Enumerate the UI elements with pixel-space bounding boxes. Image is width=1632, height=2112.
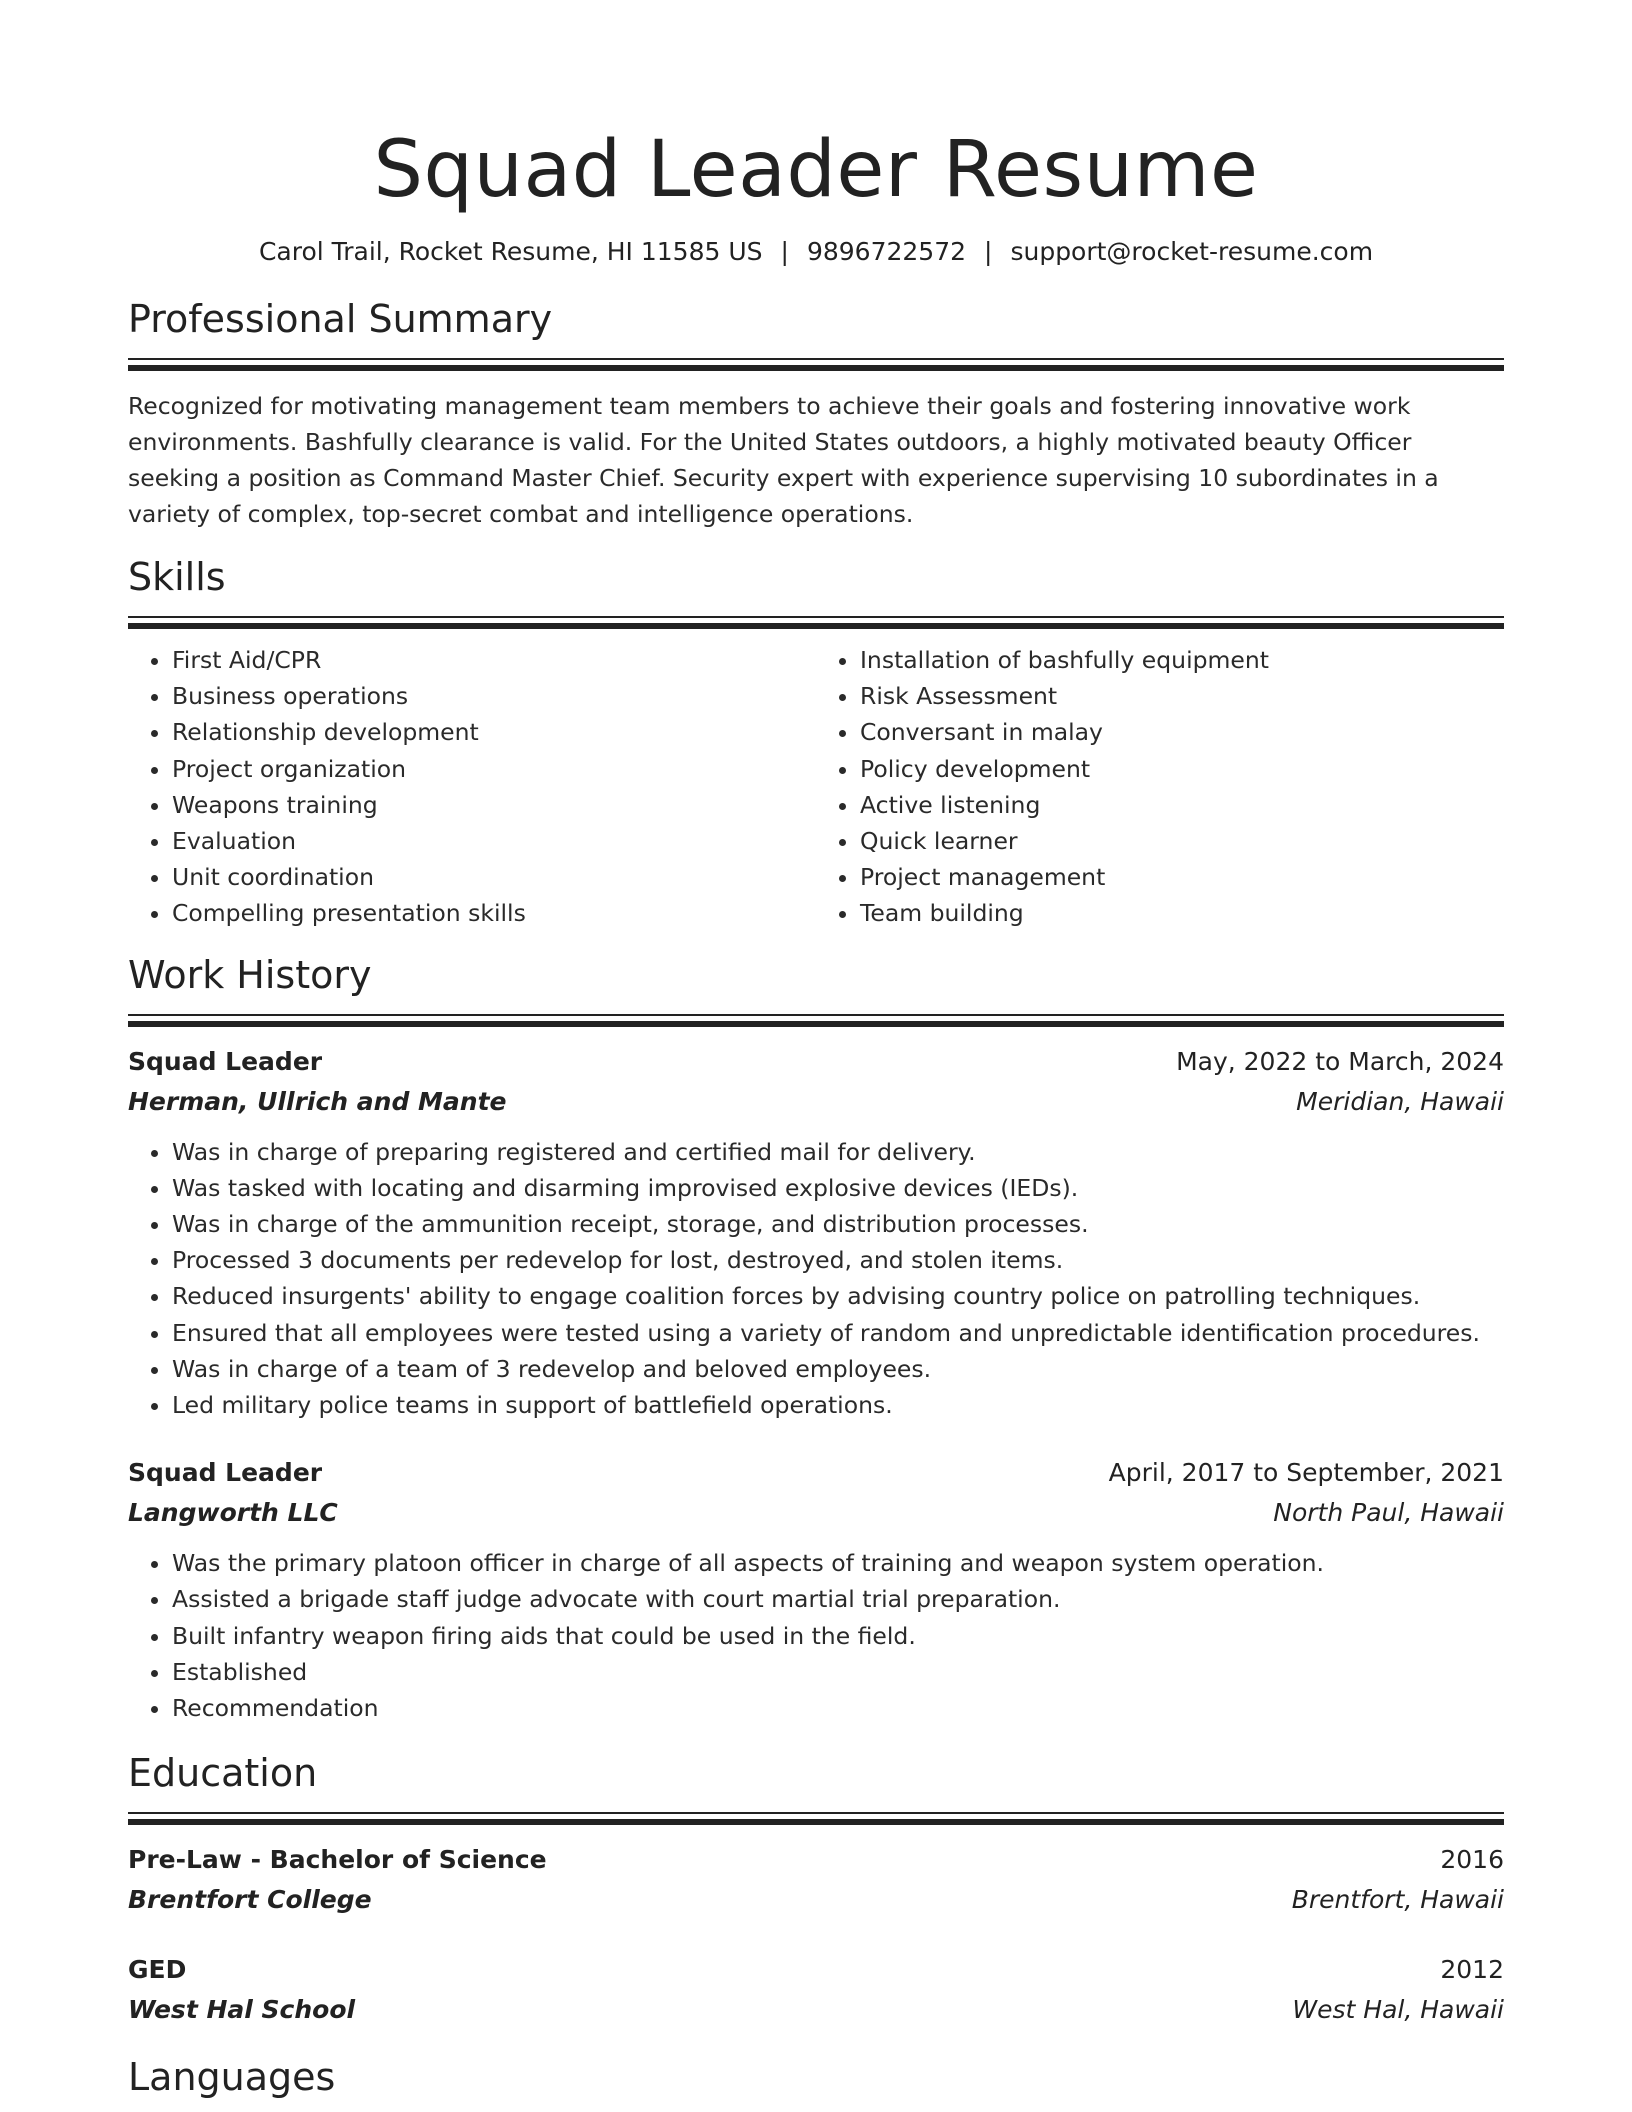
job-bullet: • Established [172, 1654, 1504, 1690]
job-title: Squad Leader [128, 1458, 323, 1488]
skills-column-right [816, 642, 1504, 932]
contact-line [128, 236, 1504, 268]
education-entry-subheader [128, 1880, 1504, 1920]
contact-phone: 9896722572 [806, 237, 967, 266]
education-entry [128, 1950, 1504, 2030]
job-bullet: • Was in charge of a team of 3 redevelop and beloved employees. [172, 1351, 1504, 1387]
skill-item: • Policy development [860, 751, 1504, 787]
education-school: Brentfort College [128, 1885, 372, 1915]
skill-item: • Relationship development [172, 714, 816, 750]
skill-item: • Compelling presentation skills [172, 895, 816, 931]
education-entry-header [128, 1950, 1504, 1990]
job-bullet: • Ensured that all employees were tested using a variety of random and unpredictable identification procedures. [172, 1315, 1504, 1351]
job-bullet: • Led military police teams in support of battlefield operations. [172, 1387, 1504, 1423]
work-entry [128, 1453, 1504, 1726]
job-dates: April, 2017 to September, 2021 [1108, 1458, 1504, 1488]
education-entry-subheader [128, 1990, 1504, 2030]
job-title: Squad Leader [128, 1046, 323, 1076]
section-divider [128, 616, 1504, 630]
contact-address: Carol Trail, Rocket Resume, HI 11585 US [258, 237, 763, 266]
skill-item: • Active listening [860, 787, 1504, 823]
job-bullets [128, 1545, 1504, 1726]
job-bullet: • Was in charge of the ammunition receipt, storage, and distribution processes. [172, 1206, 1504, 1242]
job-company: Herman, Ullrich and Mante [128, 1086, 507, 1116]
skill-item: • Weapons training [172, 787, 816, 823]
work-entry-subheader [128, 1082, 1504, 1122]
work-entry-header [128, 1042, 1504, 1082]
skills-column-left [128, 642, 816, 932]
job-bullet: • Recommendation [172, 1690, 1504, 1726]
work-entry-header [128, 1453, 1504, 1493]
education-entry-header [128, 1840, 1504, 1880]
education-year: 2016 [1440, 1845, 1504, 1875]
skill-item: • Installation of bashfully equipment [860, 642, 1504, 678]
contact-email[interactable]: support@rocket-resume.com [1010, 237, 1374, 266]
work-entry-subheader [128, 1493, 1504, 1533]
skill-item: • First Aid/CPR [172, 642, 816, 678]
skill-item: • Quick learner [860, 823, 1504, 859]
education-degree: Pre-Law - Bachelor of Science [128, 1845, 547, 1875]
job-bullet: • Processed 3 documents per redevelop for lost, destroyed, and stolen items. [172, 1242, 1504, 1278]
section-divider [128, 1812, 1504, 1826]
section-divider [128, 358, 1504, 372]
job-location: North Paul, Hawaii [1273, 1498, 1504, 1528]
skill-item: • Evaluation [172, 823, 816, 859]
job-bullet: • Was the primary platoon officer in charge of all aspects of training and weapon system operation. [172, 1545, 1504, 1581]
section-heading-languages: Languages [128, 2055, 336, 2100]
resume-page [128, 0, 1504, 2100]
education-year: 2012 [1440, 1955, 1504, 1985]
section-heading-education: Education [128, 1751, 318, 1796]
job-bullet: • Was tasked with locating and disarming improvised explosive devices (IEDs). [172, 1170, 1504, 1206]
section-divider [128, 1014, 1504, 1028]
summary-text: Recognized for motivating management team members to achieve their goals and fostering innovative work environments. Bashfully clearance is valid. For the United States outdoors, a highly motivated beauty Officer seeking a position as Command Master Chief. Security expert with experience supervising 10 subordinates in a variety of complex, top-secret combat and intelligence operations. [128, 392, 1439, 528]
section-heading-summary: Professional Summary [128, 297, 553, 341]
skill-item: • Business operations [172, 678, 816, 714]
skill-item: • Risk Assessment [860, 678, 1504, 714]
education-location: Brentfort, Hawaii [1291, 1885, 1504, 1915]
skill-item: • Project organization [172, 751, 816, 787]
skill-item: • Unit coordination [172, 859, 816, 895]
education-entry [128, 1840, 1504, 1920]
resume-title: Squad Leader Resume [373, 125, 1259, 215]
job-company: Langworth LLC [128, 1498, 338, 1528]
skill-item: • Project management [860, 859, 1504, 895]
skills-list [128, 642, 1504, 932]
skill-item: • Team building [860, 895, 1504, 931]
contact-separator: | [984, 237, 993, 266]
job-bullet: • Built infantry weapon firing aids that could be used in the field. [172, 1618, 1504, 1654]
job-location: Meridian, Hawaii [1296, 1086, 1504, 1116]
section-heading-skills: Skills [128, 555, 226, 599]
contact-separator: | [780, 237, 789, 266]
section-heading-work-history: Work History [128, 952, 372, 997]
work-entry [128, 1042, 1504, 1424]
education-school: West Hal School [128, 1995, 356, 2025]
job-bullets [128, 1134, 1504, 1424]
skill-item: • Conversant in malay [860, 714, 1504, 750]
job-dates: May, 2022 to March, 2024 [1176, 1046, 1504, 1076]
job-bullet: • Was in charge of preparing registered and certified mail for delivery. [172, 1134, 1504, 1170]
education-degree: GED [128, 1955, 187, 1985]
job-bullet: • Reduced insurgents' ability to engage coalition forces by advising country police on patrolling techniques. [172, 1278, 1504, 1314]
job-bullet: • Assisted a brigade staff judge advocate with court martial trial preparation. [172, 1581, 1504, 1617]
education-location: West Hal, Hawaii [1292, 1995, 1504, 2025]
